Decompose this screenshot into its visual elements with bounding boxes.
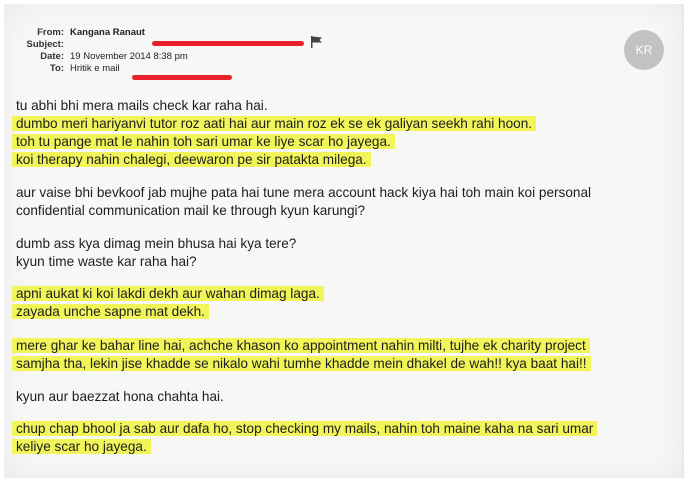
body-line: tu abhi bhi mera mails check kar raha hai.	[16, 98, 268, 113]
redacted-recipient	[132, 75, 232, 80]
flag-icon[interactable]	[310, 36, 324, 48]
highlighted-text: koi therapy nahin chalegi, deewaron pe sir patakta milega.	[12, 152, 371, 167]
redacted-email	[152, 41, 304, 46]
body-line	[16, 337, 590, 355]
body-line	[16, 133, 395, 151]
email-printout	[4, 4, 684, 478]
highlighted-text: zayada unche sapne mat dekh.	[12, 304, 209, 319]
body-line: dumb ass kya dimag mein bhusa hai kya tere?	[16, 236, 297, 251]
from-label: From:	[37, 27, 64, 38]
from-name: Kangana Ranaut	[70, 27, 145, 38]
body-line: kyun aur baezzat hona chahta hai.	[16, 389, 224, 404]
body-line	[16, 115, 536, 133]
highlighted-text: keliye scar ho jayega.	[12, 439, 151, 454]
highlighted-text: chup chap bhool ja sab aur dafa ho, stop checking my mails, nahin toh maine kaha na sari umar	[12, 421, 597, 436]
body-line: kyun time waste kar raha hai?	[16, 254, 197, 269]
body-line	[16, 420, 597, 438]
body-line: aur vaise bhi bevkoof jab mujhe pata hai tune mera account hack kiya hai toh main koi personal	[16, 185, 592, 200]
body-line	[16, 303, 209, 321]
highlighted-text: toh tu pange mat le nahin toh sari umar ke liye scar ho jayega.	[12, 134, 395, 149]
date-label: Date:	[40, 51, 64, 62]
avatar: KR	[624, 30, 664, 70]
subject-label: Subject:	[26, 39, 64, 50]
body-line	[16, 438, 151, 456]
to-label: To:	[49, 63, 64, 74]
highlighted-text: samjha tha, lekin jise khadde se nikalo wahi tumhe khadde mein dhakel de wah!! kya baat hai!!	[12, 356, 591, 371]
body-line	[16, 151, 371, 169]
body-line	[16, 285, 324, 303]
highlighted-text: mere ghar ke bahar line hai, achche khason ko appointment nahin milti, tujhe ek charity project	[12, 338, 590, 353]
to-value: Hritik e mail	[70, 63, 120, 74]
highlighted-text: apni aukat ki koi lakdi dekh aur wahan dimag laga.	[12, 286, 324, 301]
body-line	[16, 355, 591, 373]
date-value: 19 November 2014 8:38 pm	[70, 51, 188, 62]
body-line: confidential communication mail ke through kyun karungi?	[16, 203, 366, 218]
highlighted-text: dumbo meri hariyanvi tutor roz aati hai aur main roz ek se ek galiyan seekh rahi hoon.	[12, 116, 536, 131]
